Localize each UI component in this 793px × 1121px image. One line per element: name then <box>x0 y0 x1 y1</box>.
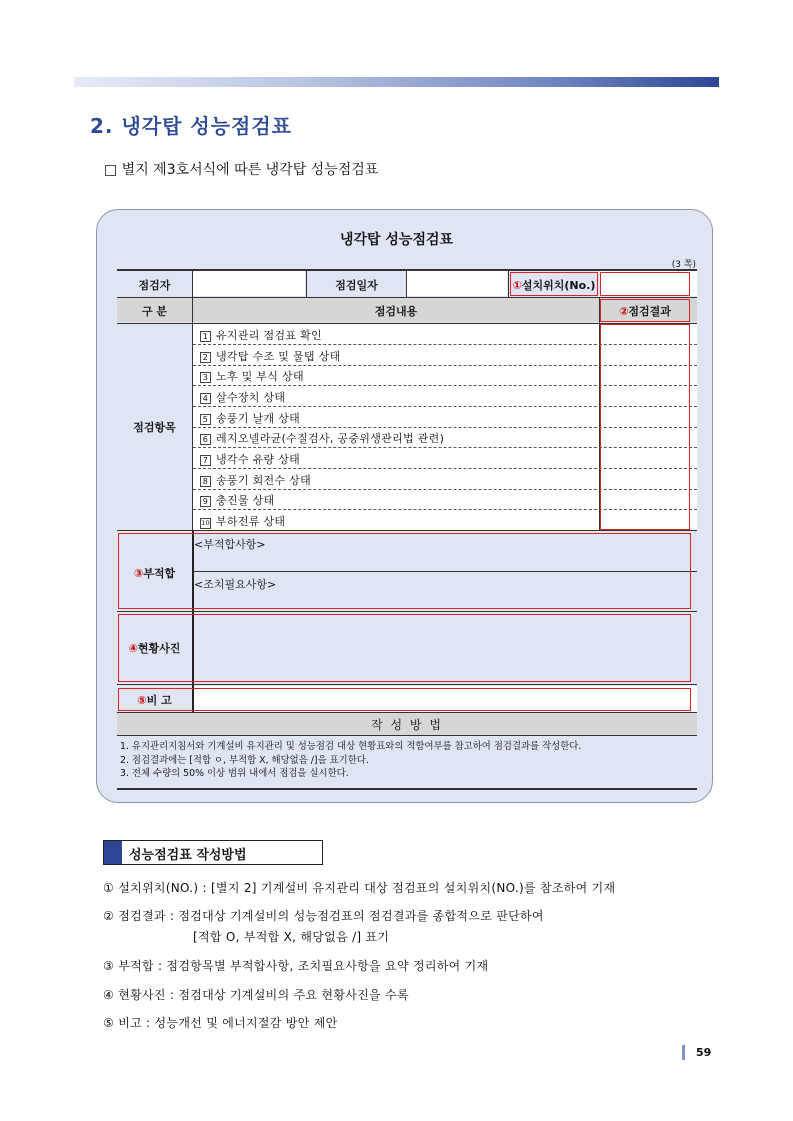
inspector-label: 점검자 <box>138 279 171 292</box>
location-circ: ① <box>512 279 522 292</box>
check-item <box>200 492 274 508</box>
remarks-label-text: 비 고 <box>146 694 172 707</box>
table-bottom-border <box>117 788 697 790</box>
item-number-box: 4 <box>200 393 211 404</box>
method-box-tab <box>104 841 122 864</box>
nonconform-items-label: <부적합사항> <box>194 538 266 551</box>
inspector-field[interactable] <box>193 271 305 296</box>
item-number-box: 7 <box>200 455 211 466</box>
instruction-line <box>103 1014 338 1031</box>
check-item <box>200 472 311 488</box>
check-item-text: 노후 및 부식 상태 <box>216 370 304 383</box>
table-top-border <box>117 269 697 271</box>
instruction-text: 점검결과 : 점검대상 기계설비의 성능점검표의 점검결과를 종합적으로 판단하여 <box>118 909 544 923</box>
check-item <box>200 430 444 446</box>
action-needed-label: <조치필요사항> <box>194 578 277 591</box>
result-circ: ② <box>619 305 629 318</box>
instruction-circ: ③ <box>103 959 115 973</box>
check-item <box>200 410 300 426</box>
nonconform-circ: ③ <box>133 567 144 580</box>
form-title: 냉각탑 성능점검표 <box>339 232 454 248</box>
location-label-text: 설치위치(No.) <box>521 279 596 292</box>
form-notes <box>120 740 581 781</box>
item-number-box: 9 <box>200 496 211 507</box>
photo-mark <box>118 614 691 682</box>
sub-heading: □ 별지 제3호서식에 따른 냉각탑 성능점검표 <box>104 162 379 178</box>
page-number: 59 <box>696 1046 712 1059</box>
col-divider <box>508 270 509 297</box>
instruction-text: 부적합 : 점검항목별 부적합사항, 조치필요사항을 요약 정리하여 기재 <box>118 959 489 973</box>
method-box-label: 성능점검표 작성방법 <box>129 848 247 863</box>
location-value-mark <box>600 272 690 296</box>
date-label: 점검일자 <box>335 279 378 292</box>
note-line: 2. 점검결과에는 [적합 ㅇ, 부적합 X, 해당없음 /]을 표기한다. <box>120 754 369 766</box>
col-divider <box>406 270 407 297</box>
instruction-line <box>103 957 488 974</box>
instruction-continuation: [적합 O, 부적합 X, 해당없음 /] 표기 <box>193 930 390 944</box>
check-item-text: 냉각탑 수조 및 물탭 상태 <box>216 350 341 363</box>
instruction-line <box>103 907 544 924</box>
instruction-text: 비고 : 성능개선 및 에너지절감 방안 제안 <box>118 1016 338 1030</box>
method-box <box>103 840 323 865</box>
instruction-text: 현황사진 : 점검대상 기계설비의 주요 현황사진을 수록 <box>118 988 409 1002</box>
nonconform-label-text: 부적합 <box>143 567 176 580</box>
nonconform-mark <box>118 533 691 609</box>
date-field[interactable] <box>407 271 507 296</box>
check-item-text: 살수장치 상태 <box>216 391 286 404</box>
category-header: 구 분 <box>141 305 168 318</box>
col-divider <box>192 270 193 297</box>
photo-circ: ④ <box>128 642 138 655</box>
item-number-box: 10 <box>201 519 210 527</box>
check-item <box>200 368 304 384</box>
row-divider <box>117 712 697 713</box>
check-item <box>200 513 285 529</box>
content-header: 점검내용 <box>374 305 418 318</box>
check-item-text: 송풍기 날개 상태 <box>216 412 301 425</box>
items-label: 점검항목 <box>133 421 176 434</box>
instruction-line <box>103 879 615 896</box>
page-number-bar <box>682 1045 685 1060</box>
note-line: 1. 유지관리지침서와 기계설비 유지관리 및 성능점검 대상 현황표와의 적합여부를 참고하여 점검결과를 작성한다. <box>120 741 582 752</box>
item-number-box: 1 <box>200 331 211 342</box>
item-number-box: 8 <box>200 476 211 487</box>
row-divider <box>117 735 697 736</box>
remarks-mark <box>118 688 691 711</box>
check-item <box>200 389 285 405</box>
check-item <box>200 348 340 364</box>
method-header: 작 성 방 법 <box>371 718 443 732</box>
instruction-circ: ④ <box>103 988 115 1002</box>
result-column-mark <box>600 324 690 530</box>
instruction-circ: ② <box>103 909 115 923</box>
header-gradient-bar <box>74 77 719 87</box>
item-number-box: 6 <box>200 434 211 445</box>
location-label-mark <box>510 272 598 296</box>
remarks-circ: ⑤ <box>137 694 147 707</box>
section-title: 2. 냉각탑 성능점검표 <box>90 114 292 138</box>
instruction-line <box>103 986 409 1003</box>
item-number-box: 5 <box>200 414 211 425</box>
check-item-text: 레지오넬라균(수질검사, 공중위생관리법 관련) <box>216 432 445 445</box>
row-divider <box>117 684 697 685</box>
photo-label-text: 현황사진 <box>137 642 181 655</box>
instruction-circ: ① <box>103 881 115 895</box>
result-header-mark <box>600 299 690 322</box>
check-item-text: 냉각수 유량 상태 <box>216 453 301 466</box>
item-number-box: 2 <box>200 352 211 363</box>
row-divider <box>117 611 697 612</box>
result-header-text: 점검결과 <box>628 305 671 318</box>
check-item-text: 송풍기 회전수 상태 <box>216 474 312 487</box>
check-item <box>200 327 322 343</box>
check-item-text: 부하전류 상태 <box>216 515 286 528</box>
instruction-circ: ⑤ <box>103 1016 115 1030</box>
check-item-text: 유지관리 점검표 확인 <box>216 329 322 342</box>
item-number-box: 3 <box>200 372 211 383</box>
note-line: 3. 전체 수량의 50% 이상 범위 내에서 점검을 실시한다. <box>120 768 349 779</box>
check-item-text: 충진물 상태 <box>216 494 275 507</box>
check-item <box>200 451 300 467</box>
row-divider <box>117 530 697 531</box>
instruction-text: 설치위치(NO.) : [별지 2] 기계설비 유지관리 대상 점검표의 설치위치(NO.)를 참조하여 기재 <box>118 881 616 895</box>
page-ref: (3 쪽) <box>671 260 696 270</box>
